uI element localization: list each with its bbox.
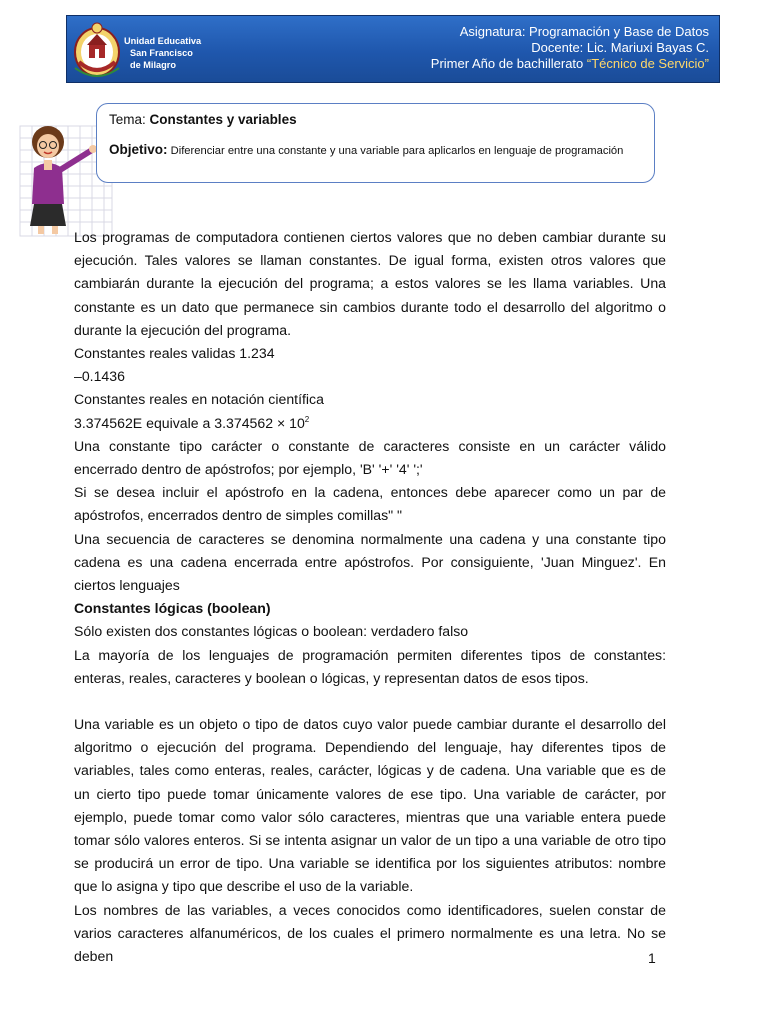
grade-line: Primer Año de bachillerato “Técnico de Servicio”	[430, 56, 709, 71]
paragraph: Los nombres de las variables, a veces conocidos como identificadores, suelen constar de varios caracteres alfanuméricos, de los cuales el primero normalmente es una letra. No se deben	[74, 901, 666, 965]
school-name: Unidad Educativa San Francisco de Milagro	[124, 36, 202, 70]
paragraph: Una variable es un objeto o tipo de datos cuyo valor puede cambiar durante el desarrollo del algoritmo o ejecución del programa. Dependiendo del lenguaje, hay diferentes tipos de variables, tales como enteras, reales, carácter, lógicas y de cadena. Una variable que es de un cierto tipo puede tomar únicamente valores de ese tipo. Una variable de carácter, por ejemplo, puede tomar como valor sólo caracteres, mientras que una variable entera puede tomar sólo valores enteros. Si se intenta asignar un valor de un tipo a una variable de otro tipo se producirá un error de tipo. Una variable se identifica por los siguientes atributos: nombre que lo asigna y tipo que describe el uso de la variable.	[74, 716, 666, 895]
topic-box	[96, 103, 655, 183]
text-line: Constantes reales en notación científica	[74, 391, 324, 408]
course-info	[431, 24, 709, 72]
paragraph: Una constante tipo carácter o constante de caracteres consiste en un carácter válido encerrado dentro de apóstrofos; por ejemplo, 'B' '+' '4' ';'	[74, 437, 666, 478]
header-banner	[66, 15, 720, 83]
paragraph: Sólo existen dos constantes lógicas o boolean: verdadero falso	[74, 623, 469, 640]
paragraph: Los programas de computadora contienen ciertos valores que no deben cambiar durante su ejecución. Tales valores se llaman constantes. De igual forma, existen otros valores que cambiarán durante la ejecución del programa; a estos valores se les llama variables. Una constante es un dato que permanece sin cambios durante todo el desarrollo del algoritmo o durante la ejecución del programa.	[74, 229, 666, 338]
school-seal-icon	[71, 18, 123, 80]
topic-title: Tema: Constantes y variables	[109, 112, 297, 127]
text-line: Constantes reales validas 1.234	[74, 345, 275, 362]
document-body	[74, 226, 666, 968]
paragraph: Si se desea incluir el apóstrofo en la cadena, entonces debe aparecer como un par de apóstrofos, encerrados dentro de simples comillas" "	[74, 484, 666, 524]
text-line: 3.374562E equivale a $3.374562 \times 10^2$	[74, 414, 310, 431]
page-number: 1	[648, 950, 656, 966]
paragraph: Una secuencia de caracteres se denomina normalmente una cadena y una constante tipo cadena es una cadena encerrada entre apóstrofos. Por consiguiente, 'Juan Minguez'. En ciertos lenguajes	[74, 530, 666, 594]
subject-line: Asignatura: Programación y Base de Datos	[459, 24, 709, 39]
text-line: –0.1436	[74, 368, 125, 385]
section-heading: Constantes lógicas (boolean)	[74, 600, 271, 617]
paragraph: La mayoría de los lenguajes de programación permiten diferentes tipos de constantes: enteras, reales, caracteres y boolean o lógicas, y representan datos de esos tipos.	[74, 646, 666, 686]
teacher-line: Docente: Lic. Mariuxi Bayas C.	[531, 40, 709, 55]
objective: Objetivo: Diferenciar entre una constante y una variable para aplicarlos en lenguaje de programación	[109, 142, 624, 157]
